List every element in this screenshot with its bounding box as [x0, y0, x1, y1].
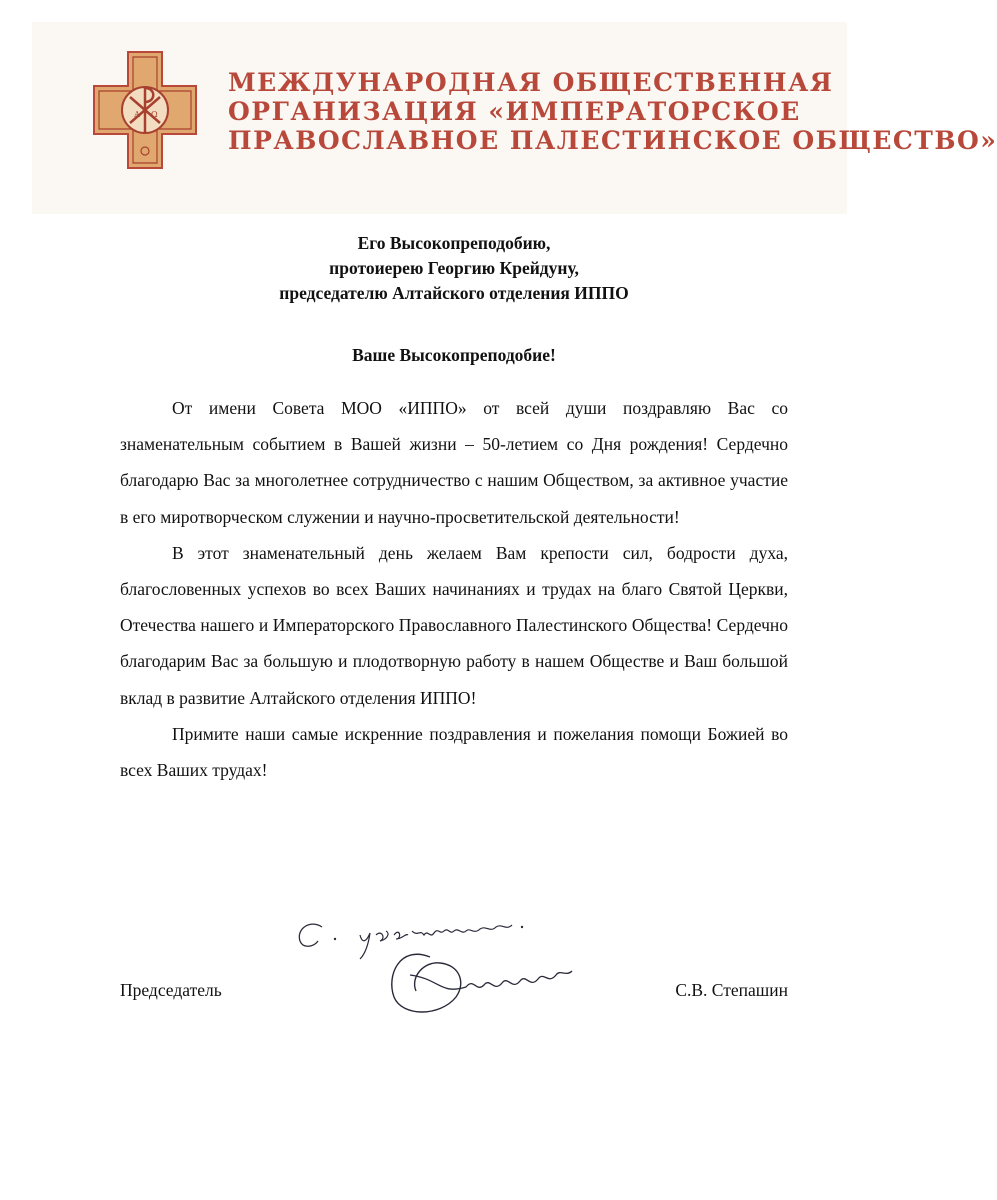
org-name-line-3: ПРАВОСЛАВНОЕ ПАЛЕСТИНСКОЕ ОБЩЕСТВО» — [228, 126, 997, 155]
org-name-line-2: ОРГАНИЗАЦИЯ «ИМПЕРАТОРСКОЕ — [228, 97, 801, 126]
addressee-line-3: председателю Алтайского отделения ИППО — [279, 283, 629, 303]
addressee-line-2: протоиерею Георгию Крейдуну, — [329, 258, 579, 278]
org-name-line-1: МЕЖДУНАРОДНАЯ ОБЩЕСТВЕННАЯ — [228, 68, 834, 97]
addressee-block — [120, 231, 788, 306]
body-paragraph-1: От имени Совета МОО «ИППО» от всей души поздравляю Вас со знаменательным событием в Вашей жизни – 50-летием со Дня рождения! Сердечно благодарю Вас за многолетнее сотрудничество с нашим Обществом, за активное участие в его миротворческом служении и научно-просветительской деятельности! — [120, 398, 788, 527]
organization-name — [228, 68, 997, 155]
chi-rho-cross-emblem-icon — [92, 50, 198, 170]
body-paragraph-2: В этот знаменательный день желаем Вам крепости сил, бодрости духа, благословенных успехов во всех Ваших начинаниях и трудах на благо Святой Церкви, Отечества нашего и Императорского Православного Палестинского Общества! Сердечно благодарим Вас за большую и плодотворную работу в нашем Обществе и Ваш большой вклад в развитие Алтайского отделения ИППО! — [120, 542, 788, 708]
alpha-letter: А — [134, 110, 141, 119]
letter-body — [120, 390, 788, 788]
body-paragraph-3: Примите наши самые искренние поздравления и пожелания помощи Божией во всех Ваших трудах! — [120, 723, 788, 781]
salutation: Ваше Высокопреподобие! — [352, 345, 556, 365]
letterhead — [32, 22, 997, 214]
signatory-title: Председатель — [120, 980, 222, 1000]
signatory-name: С.В. Степашин — [675, 980, 788, 1000]
omega-letter: Ω — [151, 110, 158, 119]
handwritten-signature — [290, 905, 580, 1025]
addressee-line-1: Его Высокопреподобию, — [357, 233, 551, 253]
